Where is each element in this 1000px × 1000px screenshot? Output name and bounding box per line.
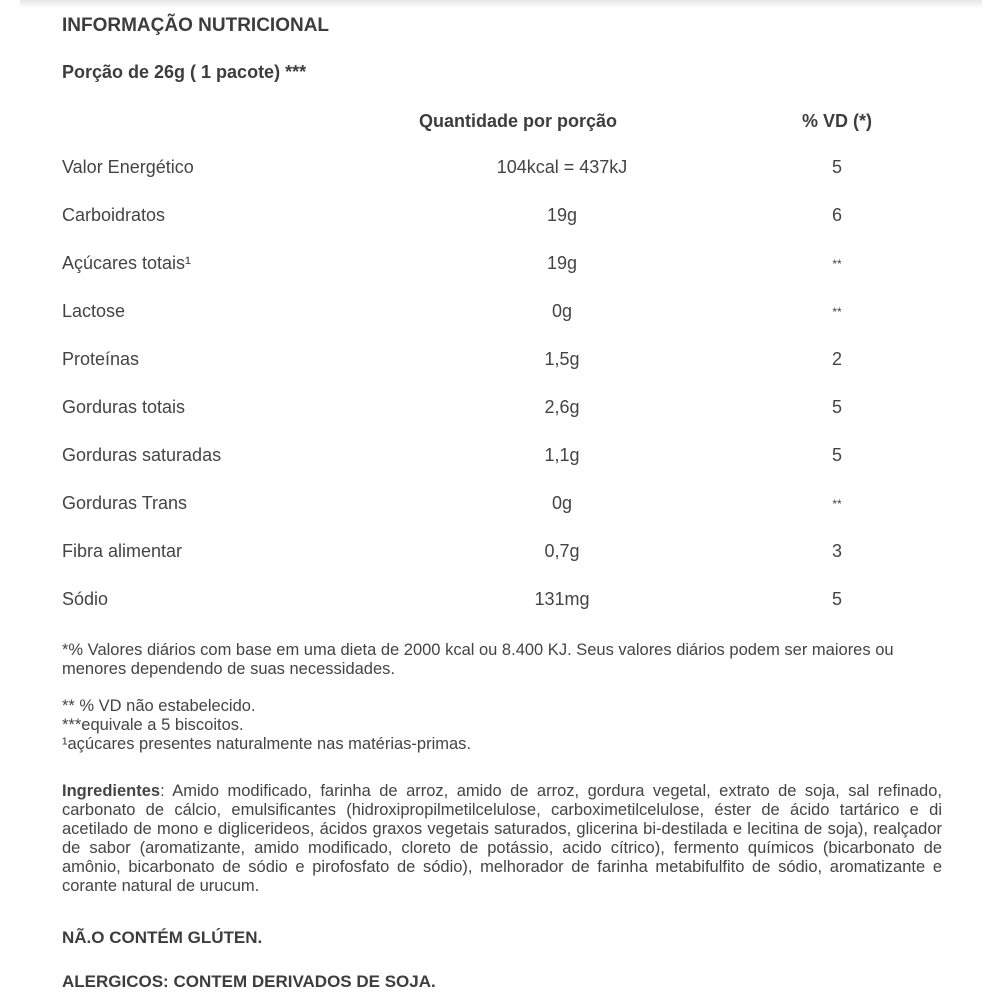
nutrient-quantity: 104kcal = 437kJ xyxy=(496,157,628,177)
nutrient-quantity: 1,5g xyxy=(544,349,580,369)
table-row xyxy=(0,433,1000,481)
nutrient-name: Gorduras saturadas xyxy=(62,445,222,465)
table-row xyxy=(0,337,1000,385)
page-title: INFORMAÇÃO NUTRICIONAL xyxy=(62,15,330,36)
top-shadow-divider xyxy=(20,0,982,8)
nutrient-name: Valor Energético xyxy=(62,157,194,177)
footnote-sugars: ¹açúcares presentes naturalmente nas matérias-primas. xyxy=(62,735,472,753)
table-row xyxy=(0,529,1000,577)
nutrient-vd: ** xyxy=(832,305,842,319)
ingredients-text: : Amido modificado, farinha de arroz, amido de arroz, gordura vegetal, extrato de soja, sal refinado, carbonato de cálcio, emulsificantes (hidroxipropilmetilcelulose, carboximetilcelulose, éster de ácido tartárico e di acetilado de mono e diglicerideos, ácidos graxos vegetais saturados, glicerina bi-destilada e lecitina de soja), realçador de sabor (aromatizante, amido modificado, cloreto de potássio, acido cítrico), fermento químicos (bicarbonato de amônio, bicarbonato de sódio e pirofosfato de sódio), melhorador de farinha metabifulfito de sódio, aromatizante e corante natural de urucum. xyxy=(62,782,942,895)
nutrient-vd: ** xyxy=(832,257,842,271)
nutrient-vd: ** xyxy=(832,497,842,511)
nutrient-vd: 5 xyxy=(831,157,843,177)
nutrient-name: Gorduras Trans xyxy=(62,493,188,513)
ingredients-label: Ingredientes xyxy=(62,782,161,800)
nutrient-vd: 6 xyxy=(831,205,843,225)
table-row xyxy=(0,193,1000,241)
nutrient-vd: 5 xyxy=(831,397,843,417)
nutrient-name: Açúcares totais¹ xyxy=(62,253,192,273)
nutrient-name: Sódio xyxy=(62,589,109,609)
nutrient-name: Carboidratos xyxy=(62,205,166,225)
quantity-column-header: Quantidade por porção xyxy=(418,111,618,131)
footnotes-block xyxy=(62,697,942,754)
nutrient-quantity: 131mg xyxy=(534,589,590,609)
nutrient-quantity: 2,6g xyxy=(544,397,580,417)
gluten-notice: NÃ.O CONTÉM GLÚTEN. xyxy=(62,928,263,947)
table-row xyxy=(0,481,1000,529)
nutrient-vd: 2 xyxy=(831,349,843,369)
nutrient-name: Gorduras totais xyxy=(62,397,186,417)
nutrient-vd: 5 xyxy=(831,589,843,609)
nutrient-vd: 3 xyxy=(831,541,843,561)
nutrient-quantity: 0g xyxy=(551,301,573,321)
nutrient-quantity: 19g xyxy=(546,205,578,225)
nutrient-quantity: 19g xyxy=(546,253,578,273)
nutrient-quantity: 0g xyxy=(551,493,573,513)
allergen-notice: ALERGICOS: CONTEM DERIVADOS DE SOJA. xyxy=(62,972,436,991)
nutrition-table xyxy=(0,145,1000,625)
nutrient-vd: 5 xyxy=(831,445,843,465)
ingredients-paragraph xyxy=(62,782,942,896)
nutrient-quantity: 0,7g xyxy=(544,541,580,561)
nutrient-name: Proteínas xyxy=(62,349,140,369)
nutrient-quantity: 1,1g xyxy=(544,445,580,465)
daily-value-footnote: *% Valores diários com base em uma dieta de 2000 kcal ou 8.400 KJ. Seus valores diários podem ser maiores ou menores dependendo de suas necessidades. xyxy=(62,641,894,678)
nutrient-name: Lactose xyxy=(62,301,126,321)
table-row xyxy=(0,577,1000,625)
table-row xyxy=(0,145,1000,193)
nutrient-name: Fibra alimentar xyxy=(62,541,183,561)
footnote-vd-not-established: ** % VD não estabelecido. xyxy=(62,697,256,715)
table-row xyxy=(0,241,1000,289)
table-row xyxy=(0,385,1000,433)
footnote-biscuits: ***equivale a 5 biscoitos. xyxy=(62,716,244,734)
portion-size: Porção de 26g ( 1 pacote) *** xyxy=(62,62,307,82)
vd-column-header: % VD (*) xyxy=(801,111,873,131)
table-row xyxy=(0,289,1000,337)
